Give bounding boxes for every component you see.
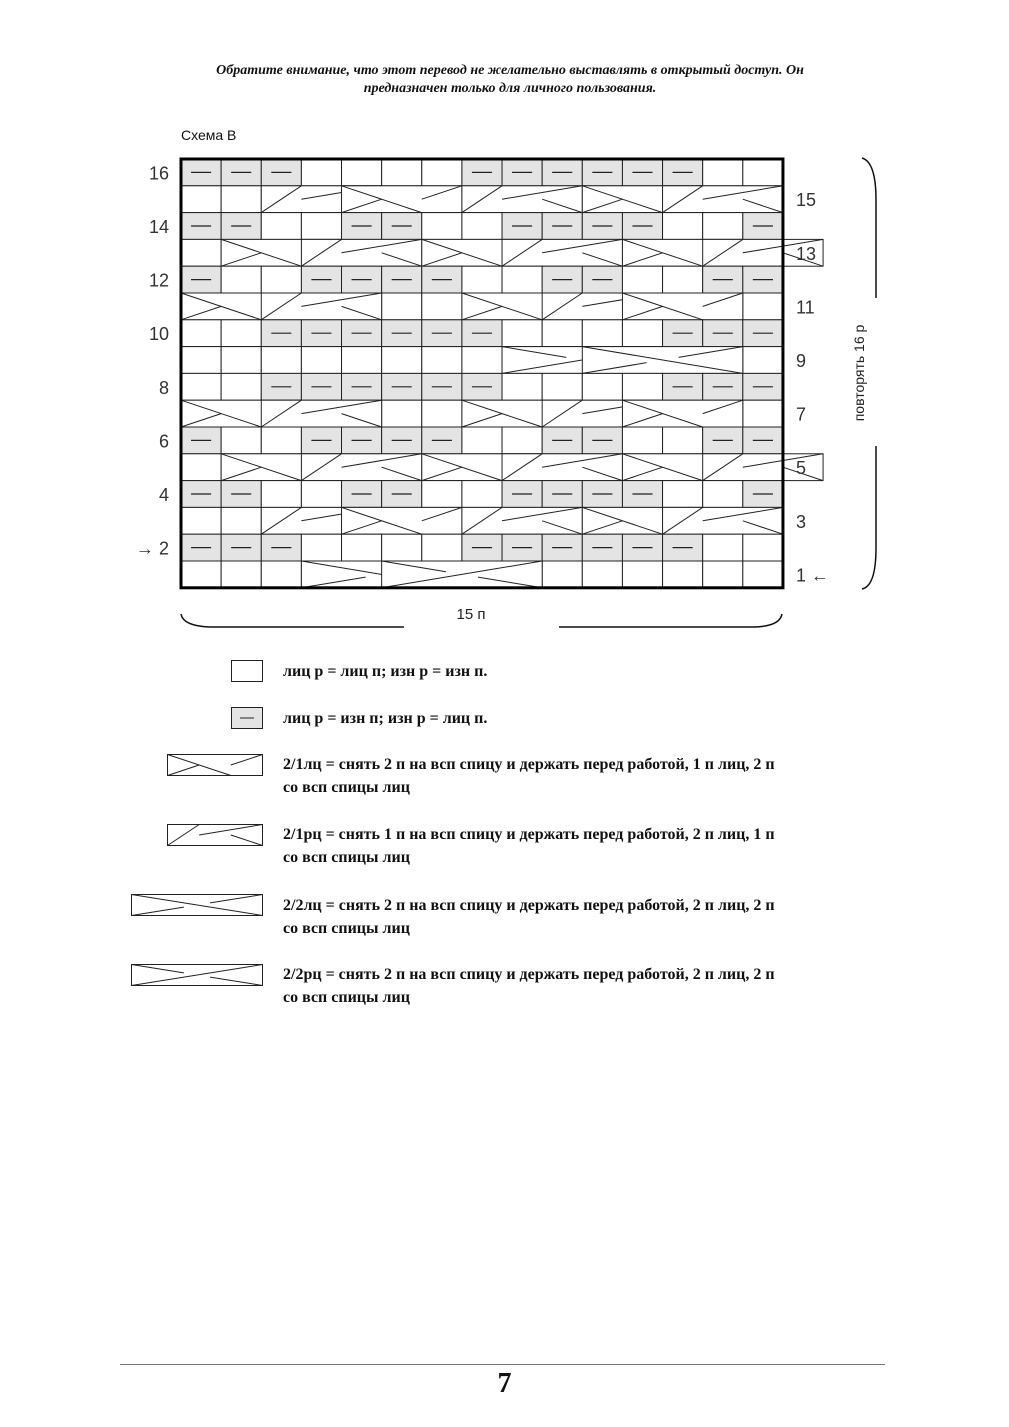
cable-2/1рц [502, 239, 622, 266]
legend-symbol-4 [167, 824, 264, 847]
knit-cell [382, 400, 422, 427]
knitting-chart [0, 0, 1009, 660]
knit-cell [542, 561, 582, 588]
row-label-left: 8 [158, 377, 169, 398]
knit-cell [221, 347, 261, 374]
chart-row-6 [181, 427, 783, 454]
legend-line-2: со всп спицы лиц [283, 849, 410, 866]
row-label-left: 6 [158, 431, 169, 452]
knit-cell [462, 427, 502, 454]
knit-cell [221, 186, 261, 213]
knit-cell [301, 159, 341, 186]
cable-box [342, 507, 462, 534]
knit-cell [422, 534, 462, 561]
chart-row-16 [181, 159, 783, 186]
cable-2/1рц [301, 239, 421, 266]
knit-cell [382, 293, 422, 320]
knit-cell [221, 320, 261, 347]
row-label-left: 16 [148, 163, 169, 184]
knit-cell [221, 507, 261, 534]
knit-cell [221, 561, 261, 588]
footer-rule [120, 1364, 885, 1365]
legend-line-2: со всп спицы лиц [283, 779, 410, 796]
legend-line-1: 2/1рц = снять 1 п на всп спицу и держать перед работой, 2 п лиц, 1 п [283, 826, 775, 843]
cable-box [622, 400, 742, 427]
row-label-left: 12 [148, 270, 169, 291]
knit-cell [342, 534, 382, 561]
legend-line-1: лиц р = изн п; изн р = лиц п. [283, 710, 488, 727]
legend-line-2: со всп спицы лиц [283, 920, 410, 937]
knit-cell [261, 347, 301, 374]
chart-row-10 [181, 320, 783, 347]
cable-2/1рц [462, 186, 582, 213]
knit-cell [622, 561, 662, 588]
chart-row-13 [181, 239, 823, 266]
cable-2/2рц [382, 561, 543, 588]
row-label-right: 11 [796, 297, 815, 318]
knit-cell [181, 347, 221, 374]
row-label-left: 10 [148, 324, 169, 345]
knit-cell [622, 427, 662, 454]
legend-text-3 [283, 753, 878, 799]
knit-cell [181, 373, 221, 400]
chart-row-5 [181, 454, 823, 481]
chart-row-15 [181, 186, 783, 213]
knit-cell [422, 481, 462, 508]
row-label-left: 4 [158, 485, 169, 505]
knit-cell [502, 427, 542, 454]
row-label-right: 5 [796, 458, 807, 479]
knit-cell [743, 293, 783, 320]
knit-cell [221, 427, 261, 454]
knit-cell [422, 400, 462, 427]
knit-cell [582, 373, 622, 400]
knit-cell [181, 186, 221, 213]
cable-2/1рц [462, 507, 582, 534]
cable-box [301, 239, 421, 266]
knit-cell [261, 427, 301, 454]
knit-cell [422, 159, 462, 186]
cable-box [261, 293, 381, 320]
repeat-label: повторять 16 р [851, 324, 867, 422]
knit-cell [663, 213, 703, 240]
knit-cell [542, 373, 582, 400]
legend-text-5 [283, 894, 878, 940]
knit-cell [663, 266, 703, 293]
cable-2/1рц [663, 507, 783, 534]
legend-symbol-5 [131, 894, 264, 917]
legend-symbol-1 [231, 660, 264, 683]
chart-row-11 [181, 293, 783, 320]
cable-box [502, 239, 622, 266]
knit-cell [422, 213, 462, 240]
knit-cell [181, 320, 221, 347]
knit-cell [221, 266, 261, 293]
knit-cell [301, 213, 341, 240]
knit-cell [261, 266, 301, 293]
knit-cell [342, 159, 382, 186]
knit-cell [703, 561, 743, 588]
knit-cell [703, 481, 743, 508]
cable-2/1лц [622, 293, 742, 320]
legend-line-2: со всп спицы лиц [283, 989, 410, 1006]
legend-text-2 [283, 707, 878, 730]
legend-text-6 [283, 963, 878, 1009]
knit-cell [743, 561, 783, 588]
legend-symbol-6 [131, 964, 264, 987]
knit-cell [502, 320, 542, 347]
cable-box [261, 400, 381, 427]
knit-cell [663, 561, 703, 588]
cable-2/1лц [342, 186, 462, 213]
knit-cell [622, 320, 662, 347]
page-number: 7 [497, 1368, 512, 1399]
repeat-brace-bottom [862, 446, 876, 589]
knit-cell [422, 347, 462, 374]
row-label-right: 15 [796, 190, 817, 211]
legend-symbol-3 [167, 754, 264, 777]
knit-cell [181, 507, 221, 534]
notice-line-2: предназначен только для личного пользования. [363, 81, 657, 96]
cable-box [301, 454, 421, 481]
chart-row-9 [181, 347, 783, 374]
legend-text-4 [283, 823, 878, 869]
cable-box [663, 507, 783, 534]
chart-row-14 [181, 213, 783, 240]
knit-cell [301, 534, 341, 561]
cable-2/1рц [502, 454, 622, 481]
cable-2/1рц [261, 400, 381, 427]
knit-cell [181, 561, 221, 588]
knit-cell [181, 454, 221, 481]
cable-2/2лц [582, 347, 743, 374]
chart-title: Схема В [181, 127, 237, 143]
knit-cell [743, 400, 783, 427]
chart-row-1 [181, 561, 783, 588]
knit-cell [422, 293, 462, 320]
legend-symbol-2 [231, 707, 264, 730]
knit-cell [181, 239, 221, 266]
row-label-right: 7 [796, 404, 807, 425]
legend-text-1 [283, 660, 878, 683]
knit-cell [582, 561, 622, 588]
knit-cell [462, 347, 502, 374]
cable-box [342, 186, 462, 213]
knit-cell [663, 427, 703, 454]
stitch-brace-right [559, 614, 782, 627]
knit-cell [502, 373, 542, 400]
knit-cell [261, 481, 301, 508]
knit-cell [703, 213, 743, 240]
knit-cell [382, 347, 422, 374]
knit-cell [301, 481, 341, 508]
cable-2/1лц [342, 507, 462, 534]
notice-line-1: Обратите внимание, что этот перевод не желательно выставлять в открытый доступ. Он [216, 63, 804, 78]
cable-2/1рц [261, 293, 381, 320]
legend-line-1: 2/2лц = снять 2 п на всп спицу и держать перед работой, 2 п лиц, 2 п [283, 897, 775, 914]
cable-box [622, 293, 742, 320]
knit-cell [342, 347, 382, 374]
repeat-brace-top [862, 158, 876, 298]
knit-cell [582, 320, 622, 347]
cable-box [462, 186, 582, 213]
knit-cell [622, 373, 662, 400]
chart-row-3 [181, 507, 783, 534]
knit-cell [462, 481, 502, 508]
stitch-brace-left [181, 614, 404, 627]
knit-cell [743, 534, 783, 561]
stitch-count-label: 15 п [456, 606, 486, 623]
row-label-left: 14 [148, 217, 169, 237]
cable-2/1рц [301, 454, 421, 481]
knit-cell [261, 213, 301, 240]
knit-cell [382, 534, 422, 561]
cable-2/1лц [622, 400, 742, 427]
knit-cell [542, 320, 582, 347]
knit-cell [502, 266, 542, 293]
cable-box [663, 186, 783, 213]
legend-line-1: 2/2рц = снять 2 п на всп спицу и держать перед работой, 2 п лиц, 2 п [283, 966, 775, 983]
knit-cell [221, 373, 261, 400]
knit-cell [743, 159, 783, 186]
row-label-right: 9 [796, 351, 807, 371]
row-label-right: 13 [796, 243, 817, 264]
cable-box [502, 454, 622, 481]
chart-row-8 [181, 373, 783, 400]
legend-line-1: 2/1лц = снять 2 п на всп спицу и держать перед работой, 1 п лиц, 2 п [283, 756, 775, 773]
chart-grid [181, 159, 823, 588]
knit-cell [743, 347, 783, 374]
row-label-right: 1 ← [796, 565, 830, 586]
knit-cell [301, 347, 341, 374]
knit-cell [703, 534, 743, 561]
knit-cell [261, 561, 301, 588]
knit-cell [462, 213, 502, 240]
legend-line-1: лиц р = лиц п; изн р = изн п. [283, 663, 488, 680]
cable-box [462, 507, 582, 534]
knit-cell [382, 159, 422, 186]
row-label-left: → 2 [135, 538, 169, 559]
cable-2/1рц [663, 186, 783, 213]
chart-row-12 [181, 266, 783, 293]
knit-cell [462, 266, 502, 293]
chart-row-4 [181, 481, 783, 508]
knit-cell [622, 266, 662, 293]
row-label-right: 3 [796, 511, 807, 532]
knit-cell [663, 481, 703, 508]
knit-cell [703, 159, 743, 186]
chart-row-7 [181, 400, 783, 427]
chart-row-2 [181, 534, 783, 561]
